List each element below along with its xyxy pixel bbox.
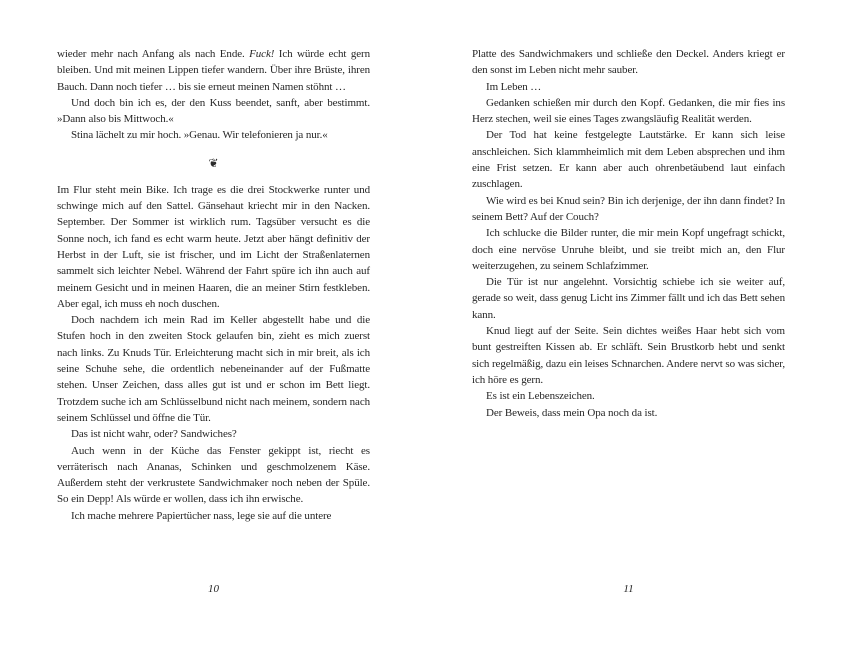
italic-text: Fuck! [249,48,275,60]
paragraph: Im Flur steht mein Bike. Ich trage es die drei Stockwerke runter und schwinge mich auf den Sattel. Gänsehaut kriecht mir in den Nacken. September. Der Sommer ist wirklich rum. Tagsüber versucht es die Sonne noch, ich fand es echt warm heute. Jetzt aber hängt definitiv der Herbst in der Luft, sie ist frischer, und im Licht der Straßenlaternen sammelt sich leichter Nebel. Während der Fahrt spüre ich ihn auch auf meinem Gesicht und in meinen Haaren, die an meiner Stirn festkleben. Aber egal, ich muss eh noch duschen. [57,183,370,310]
page-left-text [57,46,370,524]
paragraph: Knud liegt auf der Seite. Sein dichtes weißes Haar hebt sich vom bunt gestreiften Kissen ab. Er schläft. Sein Brustkorb hebt und senkt sich regelmäßig, dazu ein leises Schnarchen. Andere nervt so was sicher, ich höre es gern. [472,325,785,386]
paragraph: Doch nachdem ich mein Rad im Keller abgestellt habe und die Stufen hoch in den zweiten Stock gelaufen bin, zieht es mich zuerst nach links. Zu Knuds Tür. Erleichterung macht sich in mir breit, als ich seine Schuhe sehe, die ordentlich nebeneinander auf der Fußmatte stehen. Unser Zeichen, dass alles gut ist und er schon im Bett liegt. Trotzdem suche ich am Schlüsselbund nicht nach meinem, sondern nach seinem Schlüssel und öffne die Tür. [57,314,370,424]
paragraph: Ich mache mehrere Papiertücher nass, lege sie auf die untere [71,509,332,522]
paragraph: wieder mehr nach Anfang als nach Ende. Fuck! Ich würde echt gern bleiben. Und mit meinen Lippen tiefer wandern. Über ihre Brüste, ihren Bauch. Dann noch tiefer … bis sie erneut meinen Namen stöhnt … [57,48,370,93]
paragraph: Auch wenn in der Küche das Fenster gekippt ist, riecht es verräterisch nach Ananas, Schinken und geschmolzenem Käse. Außerdem steht der verkrustete Sandwichmaker noch neben der Spüle. So ein Depp! Als würde er wollen, dass ich ihn erwische. [57,444,370,506]
page-right-number: 11 [623,583,634,595]
paragraph: Im Leben … [486,80,542,93]
scene-break-ornament-icon: ❦ [208,155,219,170]
paragraph: Wie wird es bei Knud sein? Bin ich derjenige, der ihn dann findet? In seinem Bett? Auf der Couch? [472,194,785,223]
page-right [472,46,785,621]
paragraph: Ich schlucke die Bilder runter, die mir mein Kopf ungefragt schickt, doch eine nervöse Unruhe bleibt, und sie treibt mich an, den Flur weiterzugehen, zu seinem Schlafzimmer. [472,227,785,272]
paragraph: Die Tür ist nur angelehnt. Vorsichtig schiebe ich sie weiter auf, gerade so weit, dass genug Licht ins Zimmer fällt und ich das Bett sehen kann. [472,276,785,321]
paragraph: Platte des Sandwichmakers und schließe den Deckel. Anders kriegt er den sonst im Leben nicht mehr sauber. [472,48,785,77]
paragraph: Gedanken schießen mir durch den Kopf. Gedanken, die mir fies ins Herz stechen, weil sie eines Tages zwangsläufig Realität werden. [472,96,785,126]
paragraph: Stina lächelt zu mir hoch. »Genau. Wir telefonieren ja nur.« [71,129,328,142]
page-left [57,46,370,621]
page-left-number: 10 [208,583,219,595]
paragraph: Der Beweis, dass mein Opa noch da ist. [486,406,658,419]
paragraph: Und doch bin ich es, der den Kuss beendet, sanft, aber bestimmt. »Dann also bis Mittwoch.« [57,96,370,126]
paragraph: Das ist nicht wahr, oder? Sandwiches? [71,428,237,441]
paragraph: Der Tod hat keine festgelegte Lautstärke. Er kann sich leise anschleichen. Sich klammheimlich mit dem Leben absprechen und ihm eine Frist setzen. Er kann aber auch ohrenbetäubend laut einfach zuschlagen. [472,129,785,191]
page-right-text [472,46,785,421]
paragraph: Es ist ein Lebenszeichen. [486,390,595,403]
